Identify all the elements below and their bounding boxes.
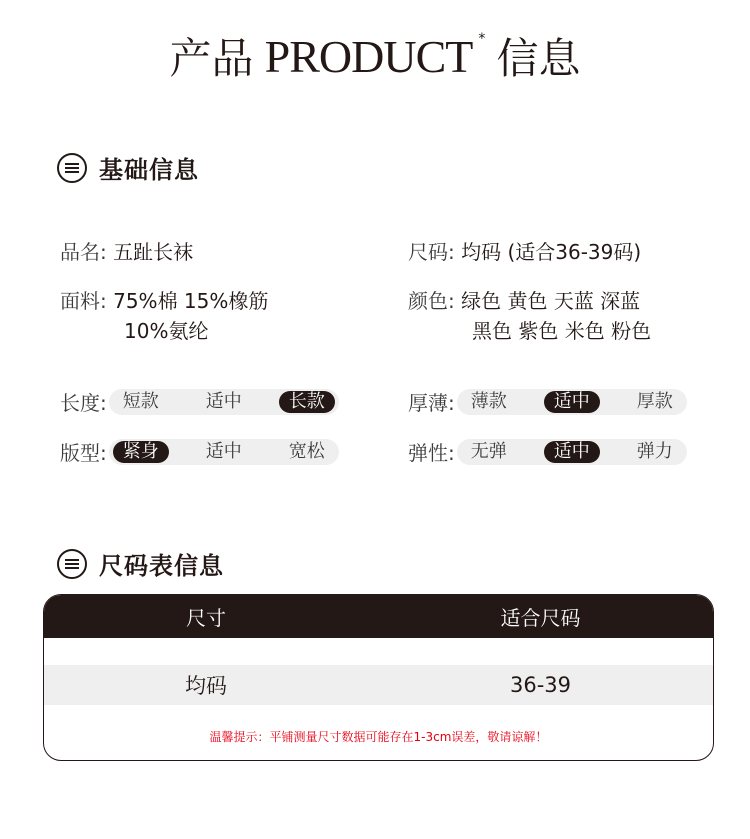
fit-option-loose: 宽松 bbox=[288, 440, 325, 462]
column-header-size: 尺寸 bbox=[186, 606, 227, 630]
page-title bbox=[0, 26, 750, 86]
size-table-header bbox=[44, 595, 713, 638]
measurement-note: 温馨提示：平铺测量尺寸数据可能存在1-3cm误差，敬请谅解！ bbox=[209, 730, 548, 744]
elasticity-option-stretch: 弹力 bbox=[636, 440, 673, 462]
product-name-label: 品名: bbox=[60, 240, 107, 264]
fit-option-tight: 紧身 bbox=[113, 441, 169, 463]
elasticity-option-medium: 适中 bbox=[544, 441, 600, 463]
thickness-option-thin: 薄款 bbox=[470, 390, 507, 412]
elasticity-option-none: 无弹 bbox=[470, 440, 507, 462]
color-label: 颜色: bbox=[408, 289, 455, 313]
cell-size: 均码 bbox=[185, 674, 228, 698]
basic-info-heading bbox=[57, 150, 199, 185]
color-line-1: 绿色 黄色 天蓝 深蓝 bbox=[461, 289, 641, 313]
material-line-1: 75%棉 15%橡筋 bbox=[113, 289, 269, 313]
material-label: 面料: bbox=[60, 289, 107, 313]
fit-scale bbox=[109, 439, 339, 465]
rating-length bbox=[60, 387, 339, 416]
length-option-medium: 适中 bbox=[205, 390, 242, 412]
size-table-title: 尺码表信息 bbox=[99, 552, 224, 580]
length-scale bbox=[109, 389, 339, 415]
rating-thickness bbox=[408, 387, 687, 416]
size-value: 均码 (适合36-39码) bbox=[461, 240, 642, 264]
product-material bbox=[60, 286, 268, 317]
product-color-2 bbox=[472, 316, 651, 347]
material-line-2: 10%氨纶 bbox=[124, 319, 209, 343]
size-table-heading bbox=[57, 546, 224, 581]
title-cn-1: 产品 bbox=[169, 34, 254, 83]
title-en: PRODUCT bbox=[264, 30, 473, 82]
size-table bbox=[43, 594, 714, 761]
color-line-2: 黑色 紫色 米色 粉色 bbox=[472, 319, 652, 343]
product-name-value: 五趾长袜 bbox=[113, 240, 194, 264]
length-option-short: 短款 bbox=[122, 390, 159, 412]
product-material-2 bbox=[124, 316, 208, 347]
thickness-option-thick: 厚款 bbox=[636, 390, 673, 412]
column-header-fit-size: 适合尺码 bbox=[500, 606, 581, 630]
elasticity-scale bbox=[457, 439, 687, 465]
cell-fit-size: 36-39 bbox=[510, 673, 572, 697]
thickness-scale bbox=[457, 389, 687, 415]
thickness-label: 厚薄: bbox=[408, 391, 455, 415]
thickness-option-medium: 适中 bbox=[544, 391, 600, 413]
product-color bbox=[408, 286, 640, 317]
basic-info-title: 基础信息 bbox=[99, 156, 199, 184]
fit-label: 版型: bbox=[60, 441, 107, 465]
length-option-long: 长款 bbox=[279, 391, 335, 413]
elasticity-label: 弹性: bbox=[408, 441, 455, 465]
rating-fit bbox=[60, 437, 339, 466]
title-cn-2: 信息 bbox=[496, 34, 581, 83]
star-icon: * bbox=[478, 30, 486, 47]
table-row bbox=[44, 665, 713, 705]
size-label: 尺码: bbox=[408, 240, 455, 264]
length-label: 长度: bbox=[60, 391, 107, 415]
fit-option-medium: 适中 bbox=[205, 440, 242, 462]
list-circle-icon bbox=[57, 549, 87, 579]
list-circle-icon bbox=[57, 153, 87, 183]
product-size bbox=[408, 237, 641, 268]
rating-elasticity bbox=[408, 437, 687, 466]
product-name bbox=[60, 237, 193, 268]
